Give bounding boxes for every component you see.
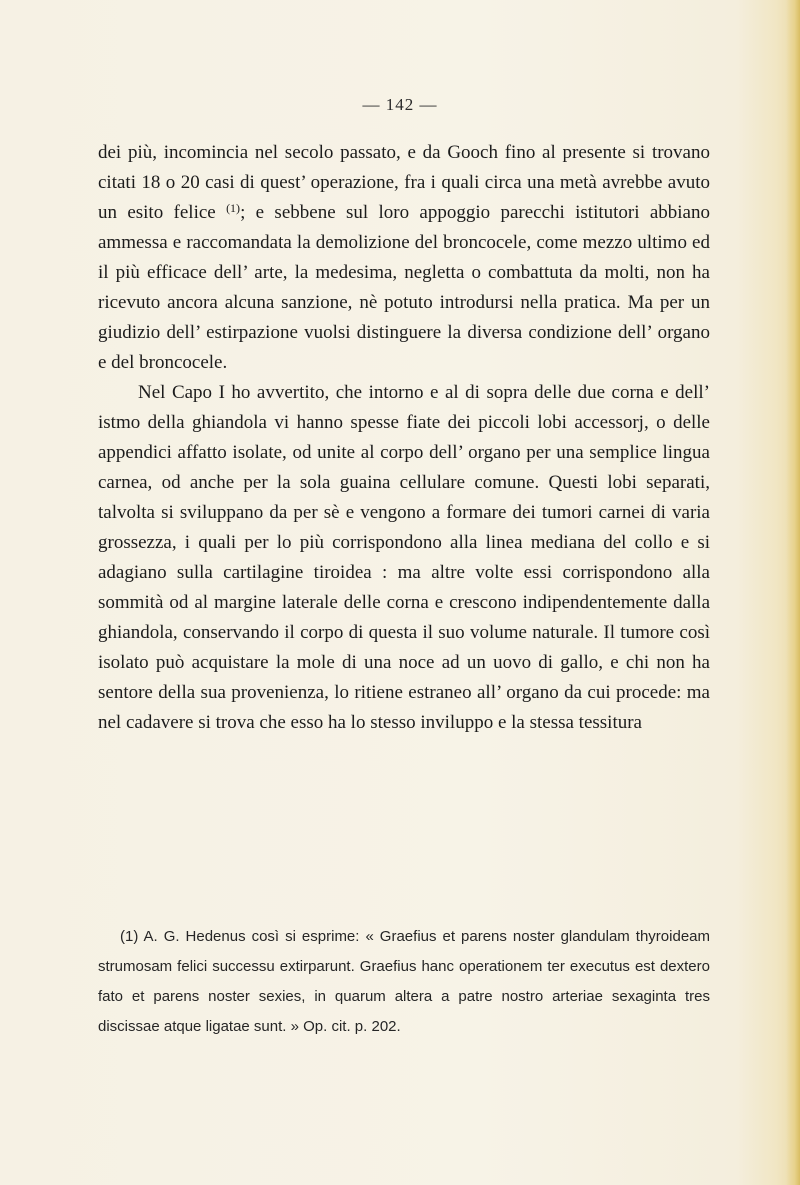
footnote	[98, 922, 710, 1042]
main-text	[98, 138, 710, 738]
paragraph-1	[98, 138, 710, 378]
footnote-reference: (1)	[226, 201, 241, 215]
footnote-text: (1) A. G. Hedenus così si esprime: « Graefius et parens noster glandulam thyroideam strumosam felici successu extirparunt. Graefius hanc operationem ter executus est dextero fato et parens noster sexies, in quarum altera a patre nostro arteriae sexaginta tres discissae atque ligatae sunt. » Op. cit. p. 202.	[98, 928, 710, 1035]
paragraph-1-part-1: dei più, incomincia nel secolo passato, e da Gooch fino al presente si trovano citati 18 o 20 casi di quest’ operazione, fra i quali circa una metà avrebbe avuto un esito felice	[98, 142, 710, 223]
paragraph-2: Nel Capo I ho avvertito, che intorno e al di sopra delle due corna e dell’ istmo della ghiandola vi hanno spesse fiate dei piccoli lobi accessorj, o delle appendici affatto isolate, od unite al corpo dell’ organo per una semplice lingua carnea, od anche per la sola guaina cellulare comune. Questi lobi separati, talvolta si sviluppano da per sè e vengono a formare dei tumori carnei di varia grossezza, i quali per lo più corrispondono alla linea mediana del collo e si adagiano sulla cartilagine tiroidea : ma altre volte essi corrispondono alla sommità od al margine laterale delle corna e crescono indipendentemente dalla ghiandola, conservando il corpo di questa il suo volume naturale. Il tumore così isolato può acquistare la mole di una noce ad un uovo di gallo, e chi non ha sentore della sua provenienza, lo ritiene estraneo all’ organo da cui procede: ma nel cadavere si trova che esso ha lo stesso inviluppo e la stessa tessitura	[98, 382, 710, 733]
page-edge-shadow	[786, 0, 800, 1185]
paragraph-1-part-2: ; e sebbene sul loro appoggio parecchi istitutori abbiano ammessa e raccomandata la demolizione del broncocele, come mezzo ultimo ed il più efficace dell’ arte, la medesima, negletta o combattuta da molti, non ha ricevuto ancora alcuna sanzione, nè potuto introdursi nella pratica. Ma per un giudizio dell’ estirpazione vuolsi distinguere la diversa condizione dell’ organo e del broncocele.	[98, 202, 710, 373]
page-number: — 142 —	[362, 95, 438, 114]
